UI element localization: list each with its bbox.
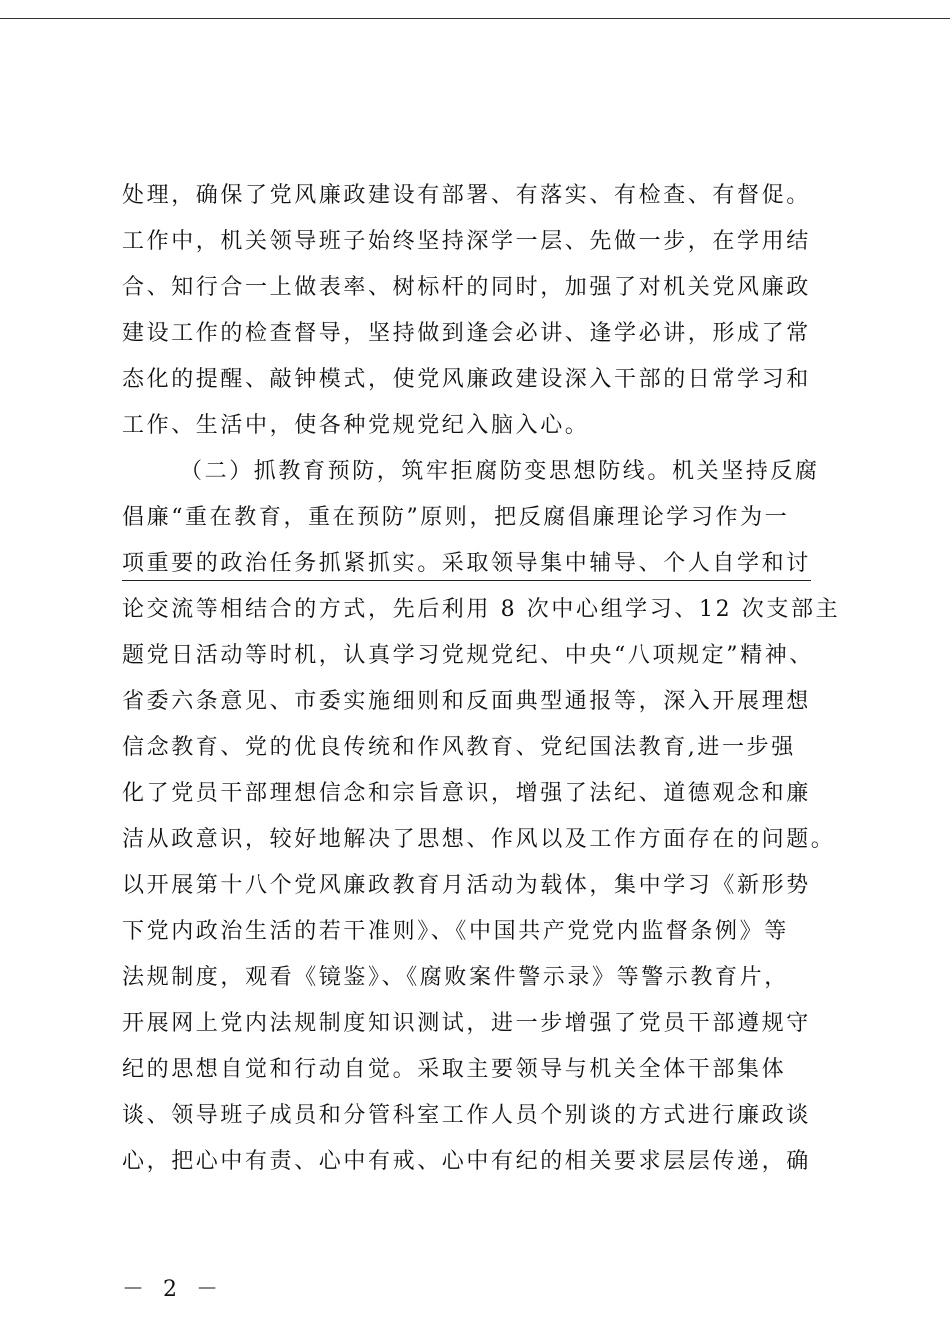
body-line: 以开展第十八个党风廉政教育月活动为载体，集中学习《新形势	[122, 873, 811, 898]
body-line: 处理，确保了党风廉政建设有部署、有落实、有检查、有督促。	[122, 183, 811, 208]
header-rule	[0, 18, 950, 19]
body-line: 合、知行合一上做表率、树标杆的同时，加强了对机关党风廉政	[122, 275, 811, 300]
body-line: 法规制度，观看《镜鉴》、《腐败案件警示录》等警示教育片，	[122, 965, 789, 990]
body-line: 心，把心中有责、心中有戒、心中有纪的相关要求层层传递，确	[122, 1149, 811, 1174]
body-line: 论交流等相结合的方式，先后利用 8 次中心组学习、12 次支部主	[122, 597, 841, 622]
body-line: 化了党员干部理想信念和宗旨意识，增强了法纪、道德观念和廉	[122, 781, 811, 806]
body-line: 态化的提醒、敲钟模式，使党风廉政建设深入干部的日常学习和	[122, 367, 811, 392]
body-line: 开展网上党内法规制度知识测试，进一步增强了党员干部遵规守	[122, 1011, 811, 1036]
body-line: 倡廉“重在教育，重在预防”原则，把反腐倡廉理论学习作为一	[122, 505, 790, 530]
body-line: 纪的思想自觉和行动自觉。采取主要领导与机关全体干部集体	[122, 1057, 787, 1082]
section-heading-line: （二）抓教育预防，筑牢拒腐防变思想防线。机关坚持反腐	[180, 459, 820, 484]
page-number: － 2 －	[122, 1277, 224, 1302]
body-line: 下党内政治生活的若干准则》、《中国共产党党内监督条例》等	[122, 919, 789, 944]
body-line: 洁从政意识，较好地解决了思想、作风以及工作方面存在的问题。	[122, 827, 836, 852]
body-line: 工作、生活中，使各种党规党纪入脑入心。	[122, 413, 590, 438]
body-line: 信念教育、党的优良传统和作风教育、党纪国法教育,进一步强	[122, 735, 796, 760]
body-line: 建设工作的检查督导，坚持做到逢会必讲、逢学必讲，形成了常	[122, 321, 811, 346]
body-line: 题党日活动等时机，认真学习党规党纪、中央“八项规定”精神、	[122, 643, 814, 668]
underlined-line: 项重要的政治任务抓紧抓实。采取领导集中辅导、个人自学和讨	[122, 550, 811, 581]
body-line: 谈、领导班子成员和分管科室工作人员个别谈的方式进行廉政谈	[122, 1103, 811, 1128]
body-line: 省委六条意见、市委实施细则和反面典型通报等，深入开展理想	[122, 689, 811, 714]
body-line: 工作中，机关领导班子始终坚持深学一层、先做一步，在学用结	[122, 229, 811, 254]
